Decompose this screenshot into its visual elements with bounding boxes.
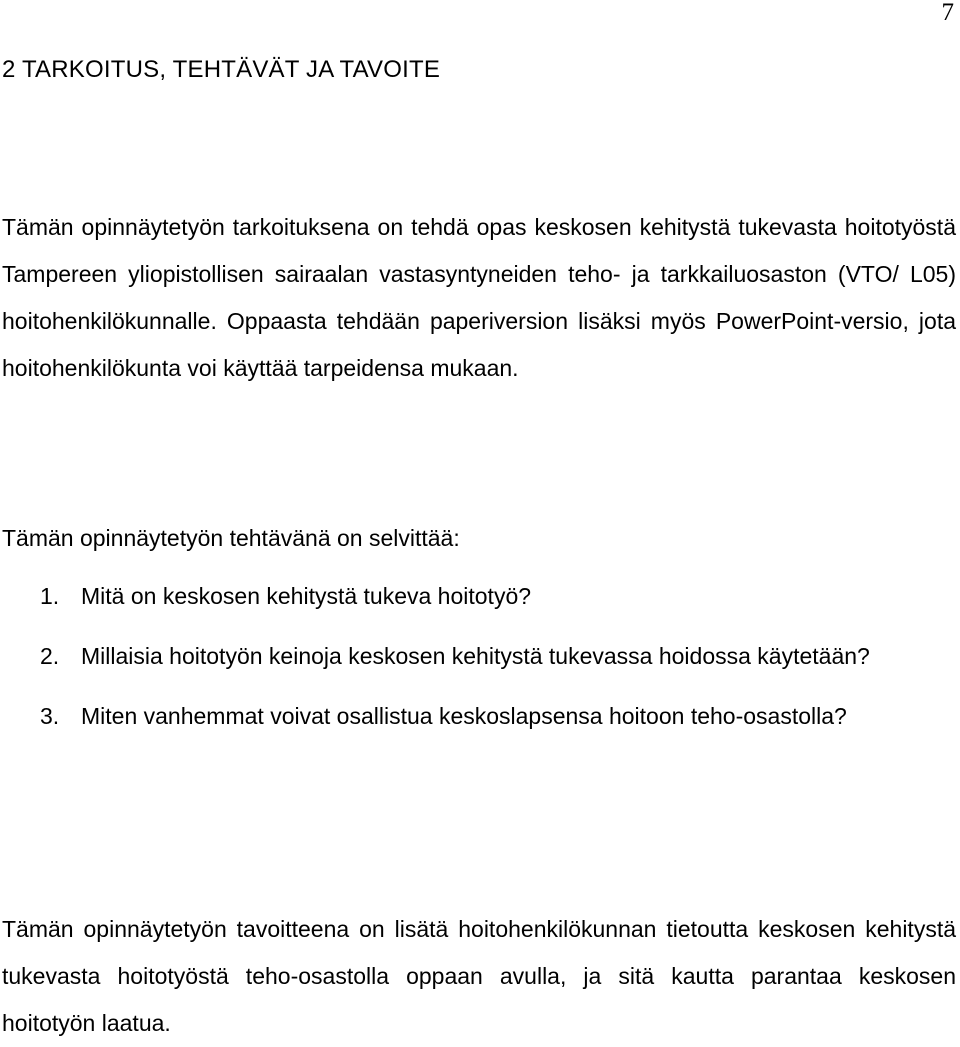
list-item bbox=[2, 573, 956, 620]
paragraph-purpose: Tämän opinnäytetyön tarkoituksena on tehdä opas keskosen kehitystä tukevasta hoitotyöstä Tampereen yliopistollisen sairaalan vastasyntyneiden teho- ja tarkkailuosaston (VTO/ L05) hoitohenkilökunnalle. Oppaasta tehdään paperiversion lisäksi myös PowerPoint-versio, jota hoitohenkilökunta voi käyttää tarpeidensa mukaan. bbox=[2, 214, 956, 381]
list-item bbox=[2, 633, 956, 680]
list-item-text: Millaisia hoitotyön keinoja keskosen kehitystä tukevassa hoidossa käytetään? bbox=[81, 643, 870, 669]
page-number: 7 bbox=[941, 0, 954, 26]
tasks-intro: Tämän opinnäytetyön tehtävänä on selvittää: bbox=[2, 525, 460, 551]
list-item-number: 2. bbox=[40, 643, 60, 669]
list-item bbox=[2, 693, 956, 740]
tasks-list bbox=[2, 573, 956, 753]
list-item-number: 3. bbox=[40, 703, 60, 729]
paragraph-goal: Tämän opinnäytetyön tavoitteena on lisätä hoitohenkilökunnan tietoutta keskosen kehitystä tukevasta hoitotyöstä teho-osastolla oppaan avulla, ja sitä kautta parantaa keskosen hoitotyön laatua. bbox=[2, 916, 956, 1036]
list-item-number: 1. bbox=[40, 583, 60, 609]
list-item-text: Mitä on keskosen kehitystä tukeva hoitotyö? bbox=[81, 583, 532, 609]
section-heading: 2 TARKOITUS, TEHTÄVÄT JA TAVOITE bbox=[2, 56, 441, 83]
list-item-text: Miten vanhemmat voivat osallistua keskoslapsensa hoitoon teho-osastolla? bbox=[81, 703, 847, 729]
